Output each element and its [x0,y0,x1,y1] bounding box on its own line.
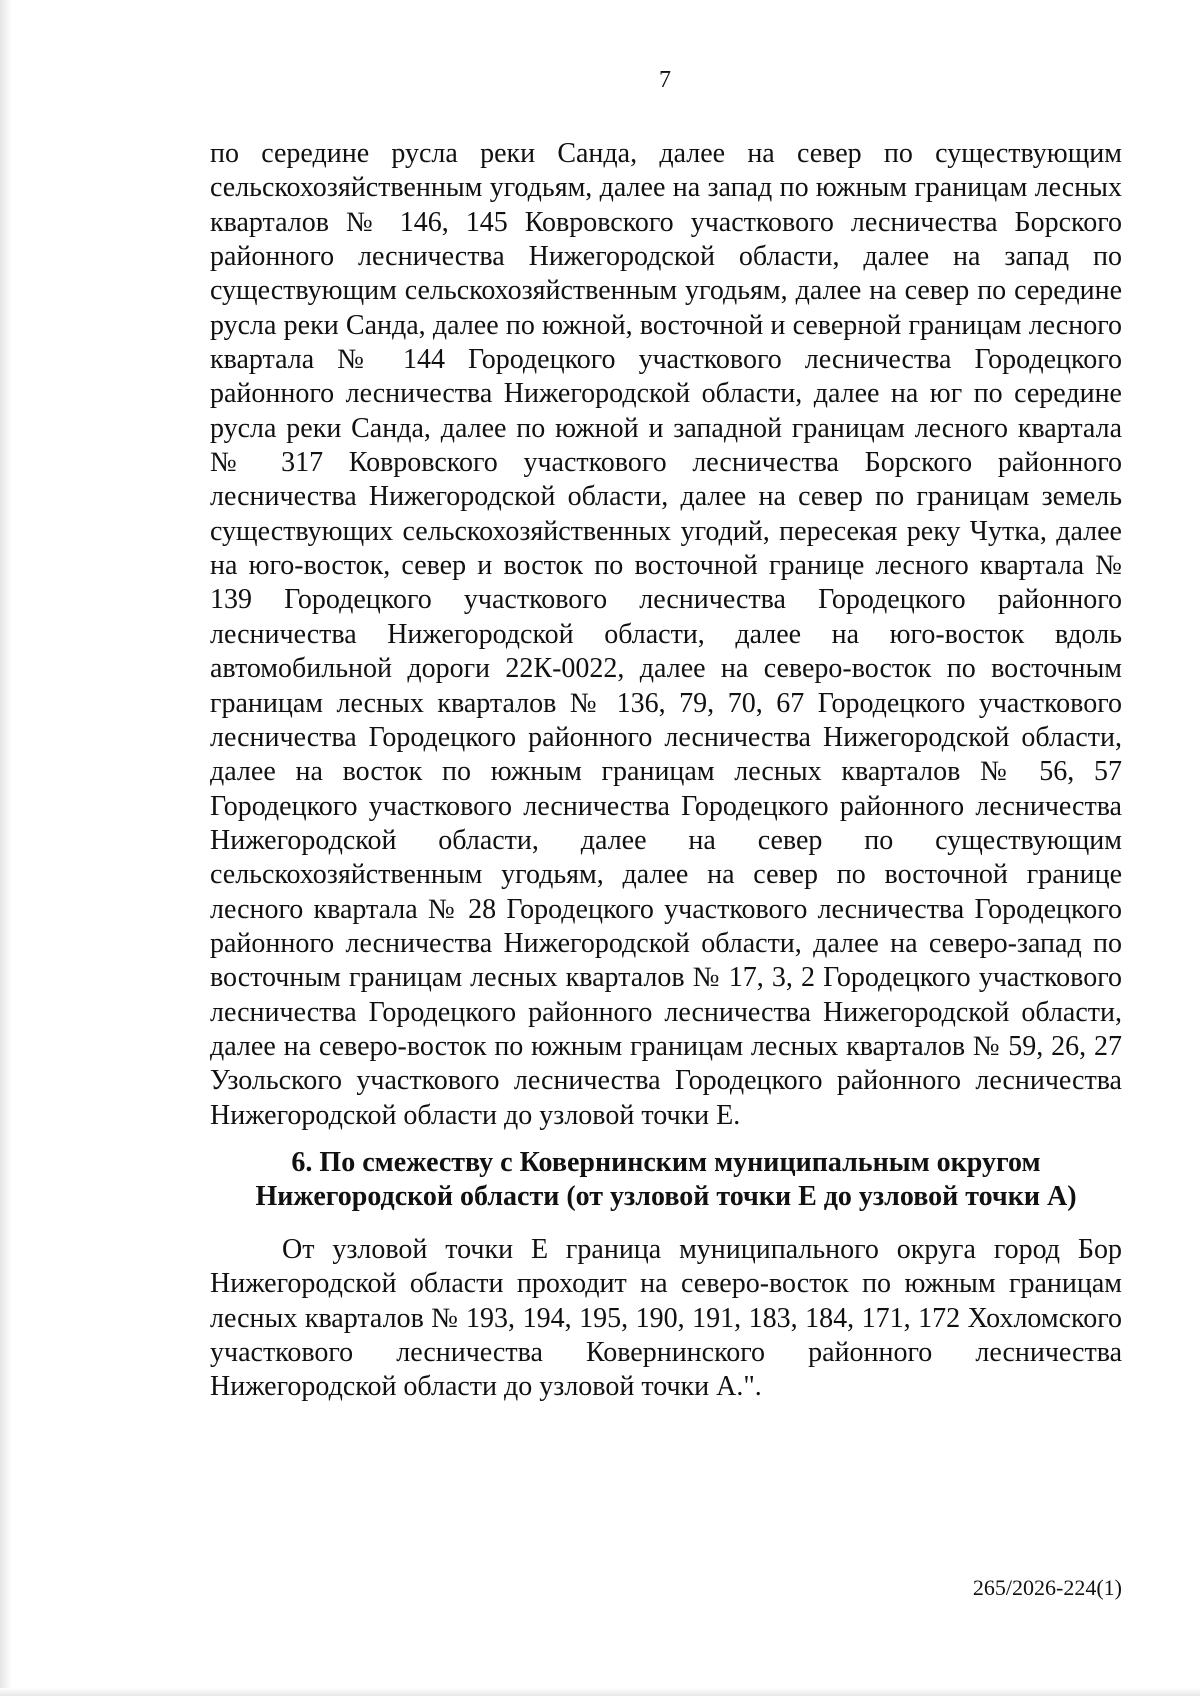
section-heading [210,1146,1122,1214]
scan-bottom-edge [0,1688,1200,1696]
page-number: 7 [659,67,671,93]
section-heading-line-1: 6. По смежеству с Ковернинским муниципальным округом [291,1147,1041,1178]
section-heading-line-2: Нижегородской области (от узловой точки Е до узловой точки А) [255,1181,1077,1212]
section-paragraph: От узловой точки Е граница муниципального округа город Бор Нижегородской области проходит на северо-восток по южным границам лесных кварталов № 193, 194, 195, 190, 191, 183, 184, 171, 172 Хохломского участкового лесничества Ковернинского районного лесничества Нижегородской области до узловой точки А.". [210,1234,1122,1403]
document-code: 265/2026-224(1) [972,1575,1122,1600]
body-paragraph: по середине русла реки Санда, далее на север по существующим сельскохозяйственным угодьям, далее на запад по южным границам лесных кварталов № 146, 145 Ковровского участкового лесничества Борского районного лесничества Нижегородской области, далее на запад по существующим сельскохозяйственным угодьям, далее на север по середине русла реки Санда, далее по южной, восточной и северной границам лесного квартала № 144 Городецкого участкового лесничества Городецкого районного лесничества Нижегородской области, далее на юг по середине русла реки Санда, далее по южной и западной границам лесного квартала № 317 Ковровского участкового лесничества Борского районного лесничества Нижегородской области, далее на север по границам земель существующих сельскохозяйственных угодий, пересекая реку Чутка, далее на юго-восток, север и восток по восточной границе лесного квартала № 139 Городецкого участкового лесничества Городецкого районного лесничества Нижегородской области, далее на юго-восток вдоль автомобильной дороги 22К-0022, далее на северо-восток по восточным границам лесных кварталов № 136, 79, 70, 67 Городецкого участкового лесничества Городецкого районного лесничества Нижегородской области, далее на восток по южным границам лесных кварталов № 56, 57 Городецкого участкового лесничества Городецкого районного лесничества Нижегородской области, далее на север по существующим сельскохозяйственным угодьям, далее на север по восточной границе лесного квартала № 28 Городецкого участкового лесничества Городецкого районного лесничества Нижегородской области, далее на северо-запад по восточным границам лесных кварталов № 17, 3, 2 Городецкого участкового лесничества Городецкого районного лесничества Нижегородской области, далее на северо-восток по южным границам лесных кварталов № 59, 26, 27 Узольского участкового лесничества Городецкого районного лесничества Нижегородской области до узловой точки Е. [210,138,1122,1131]
scan-left-edge [0,0,12,1696]
